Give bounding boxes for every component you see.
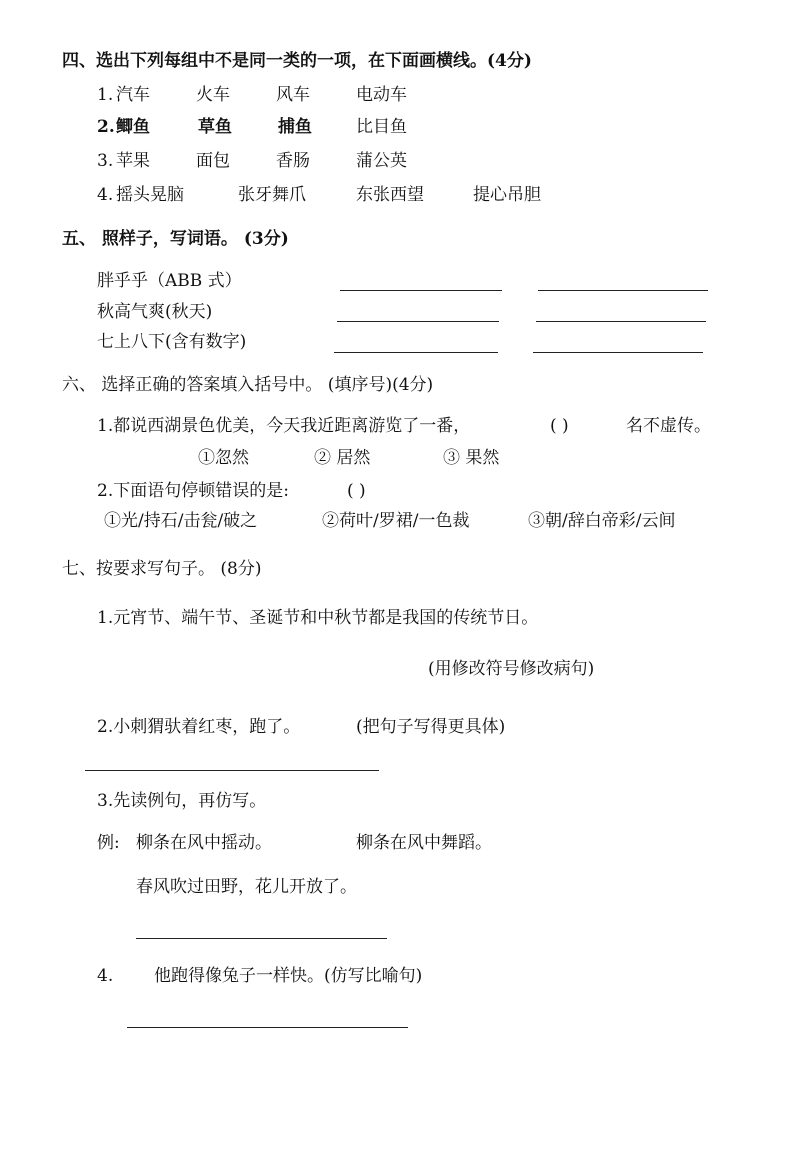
row-number: 4. [97, 185, 114, 205]
question-text: 他跑得像兔子一样快。(仿写比喻句) [154, 966, 423, 986]
answer-line[interactable] [538, 290, 708, 291]
example-word-label: 秋高气爽(秋天) [97, 302, 213, 322]
question-text: 2.小刺猬驮着红枣，跑了。 [97, 717, 301, 737]
row-number: 2. [97, 117, 115, 137]
section5-heading: 五、 照样子，写词语。 (3分) [62, 229, 289, 249]
option-word: 火车 [196, 85, 230, 105]
row-number: 1. [97, 85, 114, 105]
choice-option: ③ 果然 [443, 448, 500, 468]
question-text: 3.先读例句，再仿写。 [97, 791, 267, 811]
prompt-sentence: 春风吹过田野，花儿开放了。 [136, 877, 357, 897]
answer-line[interactable] [533, 352, 703, 353]
choice-option: ①忽然 [198, 448, 249, 468]
option-word: 提心吊胆 [473, 185, 541, 205]
answer-line[interactable] [536, 321, 706, 322]
answer-paren[interactable]: ( ) [550, 416, 569, 436]
choice-option: ①光/持石/击瓮/破之 [104, 511, 258, 531]
option-word: 香肠 [276, 151, 310, 171]
answer-line[interactable] [334, 352, 498, 353]
answer-paren[interactable]: ( ) [347, 481, 366, 501]
question-hint: (用修改符号修改病句) [428, 659, 595, 679]
choice-option: ③朝/辞白帝彩/云间 [528, 511, 676, 531]
option-word: 捕鱼 [278, 117, 312, 137]
answer-line[interactable] [136, 938, 387, 939]
example-sentence: 柳条在风中摇动。 [136, 833, 272, 853]
option-word: 苹果 [116, 151, 150, 171]
example-word-label: 七上八下(含有数字) [97, 332, 247, 352]
example-label: 例: [97, 833, 120, 853]
choice-option: ② 居然 [314, 448, 371, 468]
question-text: 1.元宵节、端午节、圣诞节和中秋节都是我国的传统节日。 [97, 608, 539, 628]
question-text: 1.都说西湖景色优美，今天我近距离游览了一番， [97, 416, 471, 436]
answer-line[interactable] [127, 1027, 408, 1028]
section4-heading: 四、选出下列每组中不是同一类的一项，在下面画横线。(4分) [62, 51, 532, 71]
option-word: 蒲公英 [356, 151, 407, 171]
choice-option: ②荷叶/罗裙/一色裁 [322, 511, 470, 531]
question-number: 4. [97, 966, 114, 986]
option-word: 比目鱼 [356, 117, 407, 137]
row-number: 3. [97, 151, 114, 171]
option-word: 鲫鱼 [116, 117, 150, 137]
option-word: 东张西望 [356, 185, 424, 205]
section6-heading: 六、 选择正确的答案填入括号中。 (填序号)(4分) [62, 375, 434, 395]
example-word-label: 胖乎乎（ABB 式） [97, 271, 242, 291]
answer-line[interactable] [85, 770, 379, 771]
option-word: 汽车 [116, 85, 150, 105]
section7-heading: 七、按要求写句子。 (8分) [62, 559, 262, 579]
option-word: 电动车 [356, 85, 407, 105]
option-word: 摇头晃脑 [116, 185, 184, 205]
option-word: 风车 [276, 85, 310, 105]
option-word: 面包 [196, 151, 230, 171]
question-text: 2.下面语句停顿错误的是: [97, 481, 289, 501]
answer-line[interactable] [337, 321, 499, 322]
answer-line[interactable] [340, 290, 502, 291]
question-hint: (把句子写得更具体) [356, 717, 506, 737]
option-word: 草鱼 [198, 117, 232, 137]
question-text-tail: 名不虚传。 [626, 416, 711, 436]
option-word: 张牙舞爪 [238, 185, 306, 205]
example-sentence: 柳条在风中舞蹈。 [356, 833, 492, 853]
